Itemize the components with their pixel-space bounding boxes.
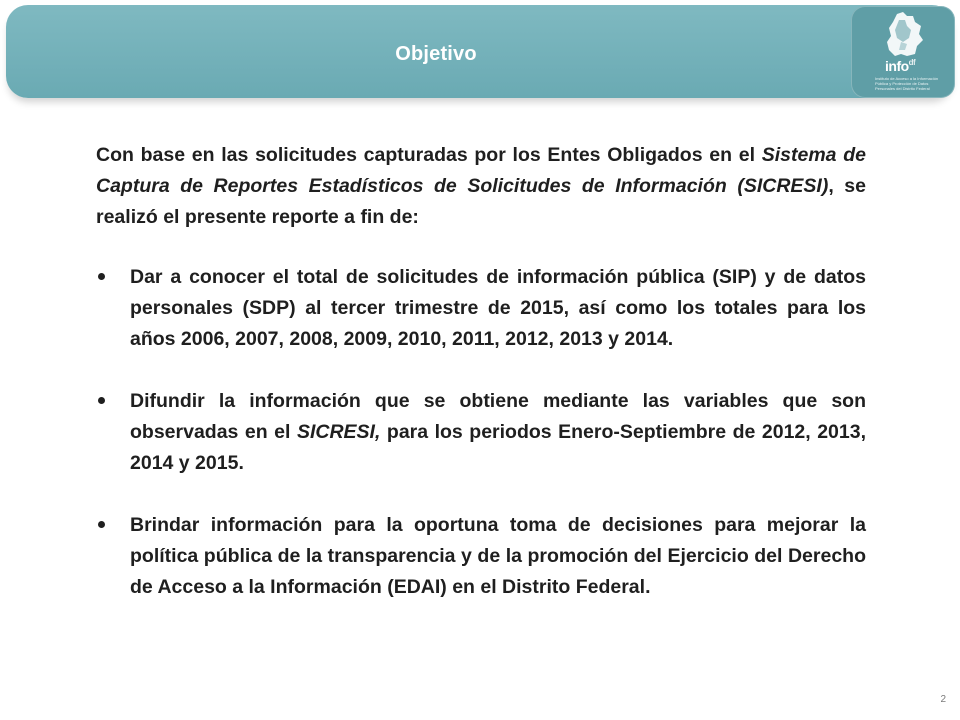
logo-wordmark: info$^{df}$ xyxy=(885,58,916,74)
logo-tagline: Instituto de Acceso a la Información Pública y Protección de Datos Personales del Distrito Federal xyxy=(875,76,939,91)
bullet-item xyxy=(96,386,866,479)
infodf-logo xyxy=(851,6,955,98)
slide-title: Objetivo xyxy=(395,43,477,65)
bullet-item xyxy=(96,510,866,603)
bullet-text: Brindar información para la oportuna toma de decisiones para mejorar la política pública de la transparencia y de la promoción del Ejercicio del Derecho de Acceso a la Información (EDAI) en el Distrito Federal. xyxy=(130,514,866,598)
bullet-icon xyxy=(98,397,105,404)
bullet-icon xyxy=(98,273,105,280)
bullet-icon xyxy=(98,521,105,528)
page-number: 2 xyxy=(940,694,946,705)
title-bar xyxy=(6,5,954,98)
bullet-text: Dar a conocer el total de solicitudes de información pública (SIP) y de datos personales (SDP) al tercer trimestre de 2015, así como los totales para los años 2006, 2007, 2008, 2009, 2010, 2011, 2012, 2013 y 2014. xyxy=(130,266,866,350)
bullet-text: Difundir la información que se obtiene mediante las variables que son observadas en el SICRESI, para los periodos Enero-Septiembre de 2012, 2013, 2014 y 2015. xyxy=(130,390,866,474)
bullet-item xyxy=(96,262,866,355)
slide-body xyxy=(96,140,866,634)
intro-paragraph: Con base en las solicitudes capturadas por los Entes Obligados en el Sistema de Captura de Reportes Estadísticos de Solicitudes de Información (SICRESI), se realizó el presente reporte a fin de: xyxy=(96,144,866,228)
